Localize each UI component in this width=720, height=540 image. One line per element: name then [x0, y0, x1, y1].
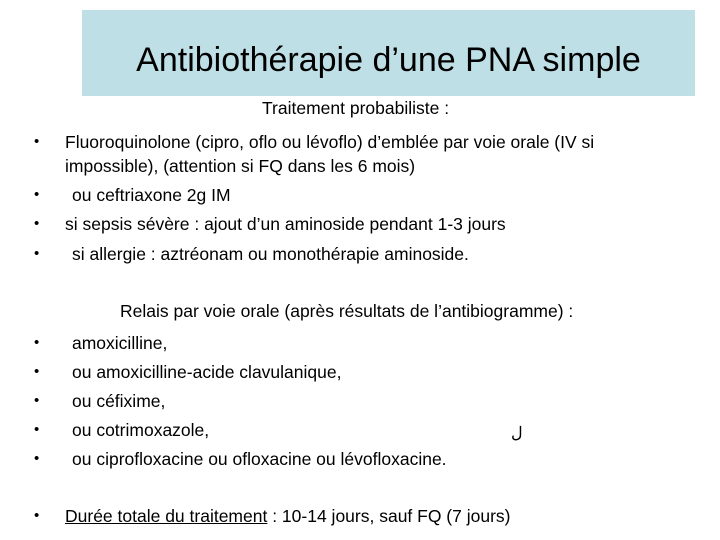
- slide-title: Antibiothérapie d’une PNA simple: [136, 41, 641, 79]
- bullet-marker: •: [34, 215, 40, 232]
- list-item: ou céfixime,: [72, 391, 166, 411]
- list-item: ou ceftriaxone 2g IM: [72, 185, 231, 205]
- section2-heading: Relais par voie orale (après résultats de l’antibiogramme) :: [120, 301, 574, 321]
- bullet-marker: •: [34, 334, 40, 351]
- bullet-marker: •: [34, 133, 40, 150]
- list-item: si sepsis sévère : ajout d’un aminoside pendant 1-3 jours: [65, 214, 506, 234]
- bullet-marker: •: [34, 450, 40, 467]
- bullet-marker: •: [34, 507, 40, 524]
- total-duration-label: Durée totale du traitement: [65, 506, 268, 526]
- section1-heading: Traitement probabiliste :: [262, 98, 450, 118]
- stray-mark: ل: [511, 425, 523, 442]
- bullet-marker: •: [34, 186, 40, 203]
- list-item: amoxicilline,: [72, 333, 168, 353]
- title-banner: [82, 10, 695, 96]
- total-duration-line: [65, 505, 511, 527]
- bullet-marker: •: [34, 363, 40, 380]
- bullet-marker: •: [34, 421, 40, 438]
- list-item: si allergie : aztréonam ou monothérapie aminoside.: [72, 244, 469, 264]
- total-duration-value: : 10-14 jours, sauf FQ (7 jours): [267, 506, 511, 526]
- list-item: ou cotrimoxazole,: [72, 420, 210, 440]
- bullet-marker: •: [34, 392, 40, 409]
- list-item: Fluoroquinolone (cipro, oflo ou lévoflo) d’emblée par voie orale (IV si: [65, 132, 595, 152]
- list-item-continuation: impossible), (attention si FQ dans les 6 mois): [65, 156, 416, 176]
- bullet-marker: •: [34, 245, 40, 262]
- list-item: ou amoxicilline-acide clavulanique,: [72, 362, 342, 382]
- list-item: ou ciprofloxacine ou ofloxacine ou lévofloxacine.: [72, 449, 447, 469]
